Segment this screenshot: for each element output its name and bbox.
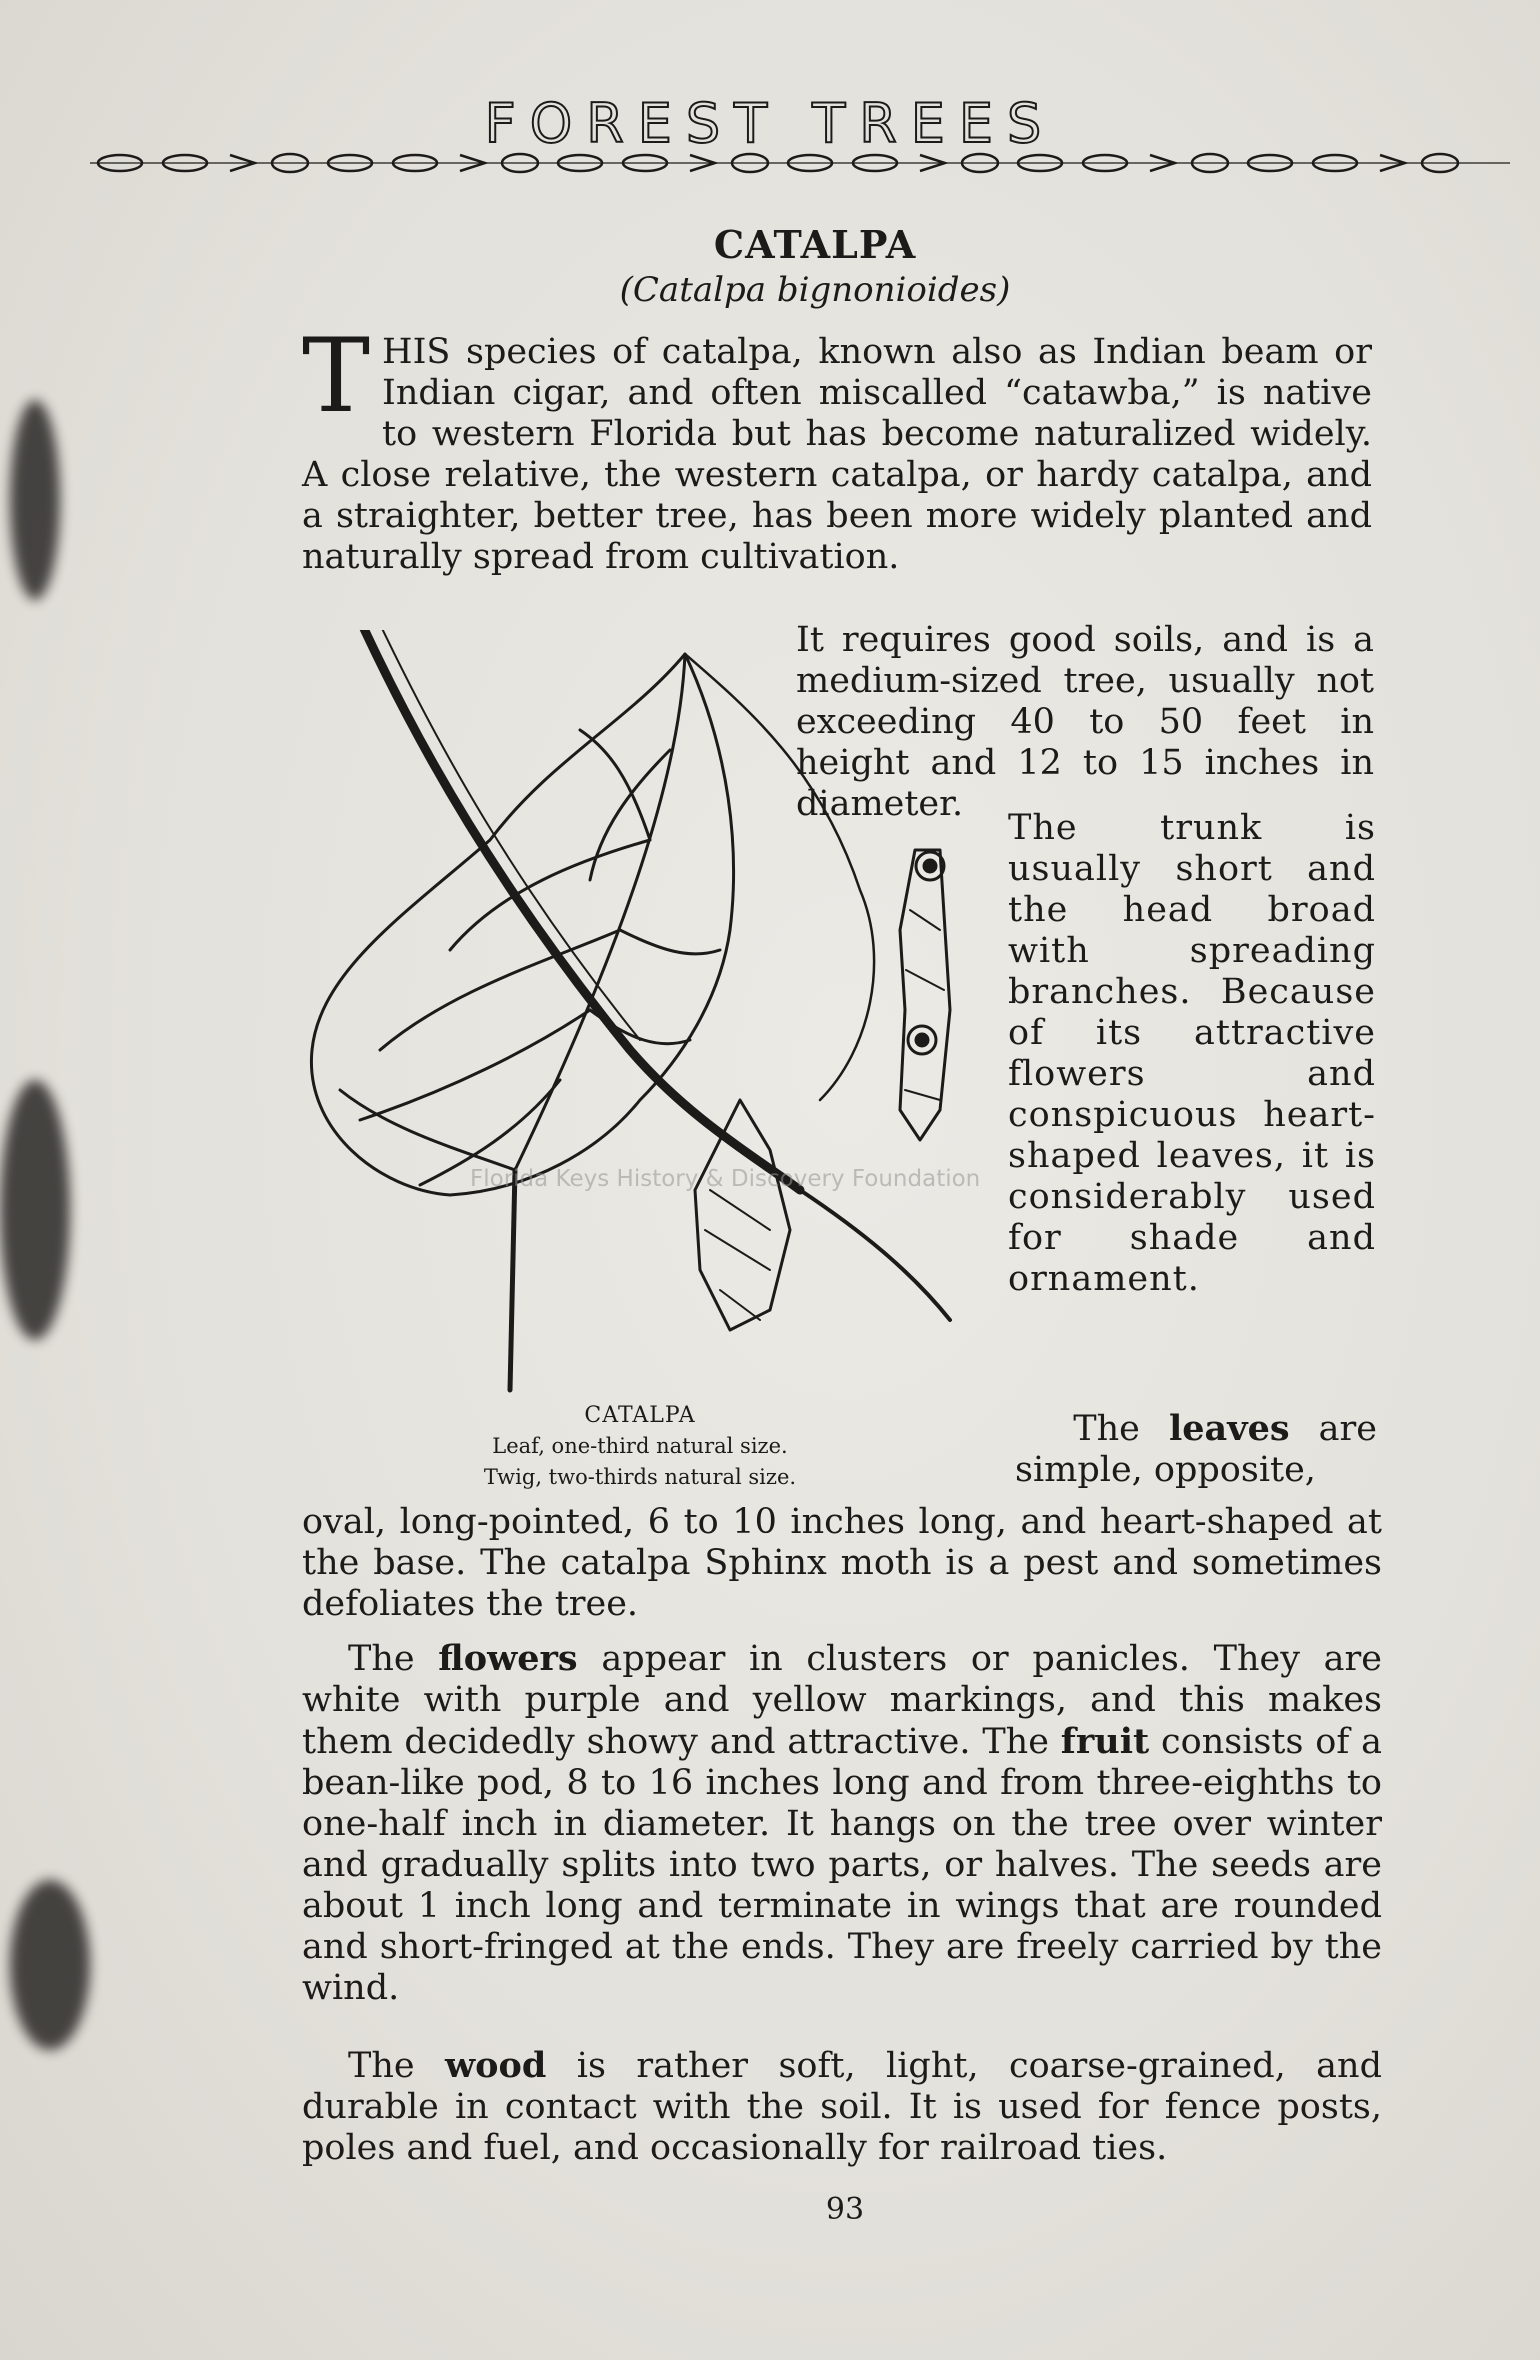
running-title: FOREST TREES: [484, 92, 1056, 155]
wood-paragraph: [302, 2045, 1382, 2169]
article-title: CATALPA: [713, 222, 917, 267]
intro-paragraph: [302, 317, 1372, 578]
flowers-lead: The: [348, 1639, 415, 1679]
trunk-text-column: The trunk is usually short and the head broad with spreading branches. Because of its attractive flowers and conspicuous heart-shaped leaves, it is considerably used for shade and ornament.: [1008, 808, 1376, 1299]
leaves-narrow-text: are simple, opposite,: [1015, 1409, 1377, 1490]
left-edge-smudge: [0, 1080, 70, 1340]
page-number: 93: [825, 2192, 865, 2227]
leaves-bold: leaves: [1168, 1408, 1290, 1449]
running-header: [0, 92, 1540, 155]
figure-caption: [420, 1400, 860, 1493]
leaves-lead: The: [1073, 1409, 1140, 1449]
flowers-bold: flowers: [438, 1638, 578, 1679]
wood-text: is rather soft, light, coarse-grained, and durable in contact with the soil. It is used for fence posts, poles and fuel, and occasionally for railroad ties.: [302, 2046, 1382, 2168]
size-text-column: It requires good soils, and is a medium-sized tree, usually not exceeding 40 to 50 feet in height and 12 to 15 inches in diameter.: [796, 620, 1374, 824]
caption-line-twig: Twig, two-thirds natural size.: [483, 1465, 797, 1489]
leaves-paragraph-continued: oval, long-pointed, 6 to 10 inches long, and heart-shaped at the base. The catalpa Sphinx moth is a pest and sometimes defoliates the tree.: [302, 1502, 1382, 1624]
flowers-text: appear in clusters or panicles. They are white with purple and yellow markings, and this makes them decidedly showy and attractive. The: [302, 1639, 1382, 1762]
fruit-text: consists of a bean-like pod, 8 to 16 inches long and from three-eighths to one-half inch in diameter. It hangs on the tree over winter and gradually splits into two parts, or halves. The seeds are about 1 inch long and terminate in wings that are rounded and short-fringed at the ends. They are freely carried by the wind.: [302, 1722, 1382, 2008]
fruit-bold: fruit: [1060, 1721, 1150, 1762]
intro-text: HIS species of catalpa, known also as Indian beam or Indian cigar, and often miscalled “catawba,” is native to western Florida but has become naturalized widely. A close relative, the western catalpa, or hardy catalpa, and a straighter, better tree, has been more widely planted and naturally spread from cultivation.: [302, 332, 1372, 577]
wood-bold: wood: [445, 2045, 547, 2086]
left-edge-smudge: [10, 1880, 90, 2050]
flowers-paragraph: [302, 1638, 1382, 2009]
watermark: Florida Keys History & Discovery Foundation: [470, 1166, 981, 1192]
leaves-paragraph-start: [1015, 1408, 1377, 1491]
wood-lead: The: [348, 2046, 415, 2086]
caption-title: CATALPA: [584, 1403, 696, 1428]
caption-line-leaf: Leaf, one-third natural size.: [492, 1434, 788, 1458]
decorative-border-ornament: [90, 150, 1510, 176]
drop-cap: T: [302, 317, 371, 436]
left-edge-smudge: [10, 400, 60, 600]
scientific-name: (Catalpa bignonioides): [619, 270, 1011, 310]
